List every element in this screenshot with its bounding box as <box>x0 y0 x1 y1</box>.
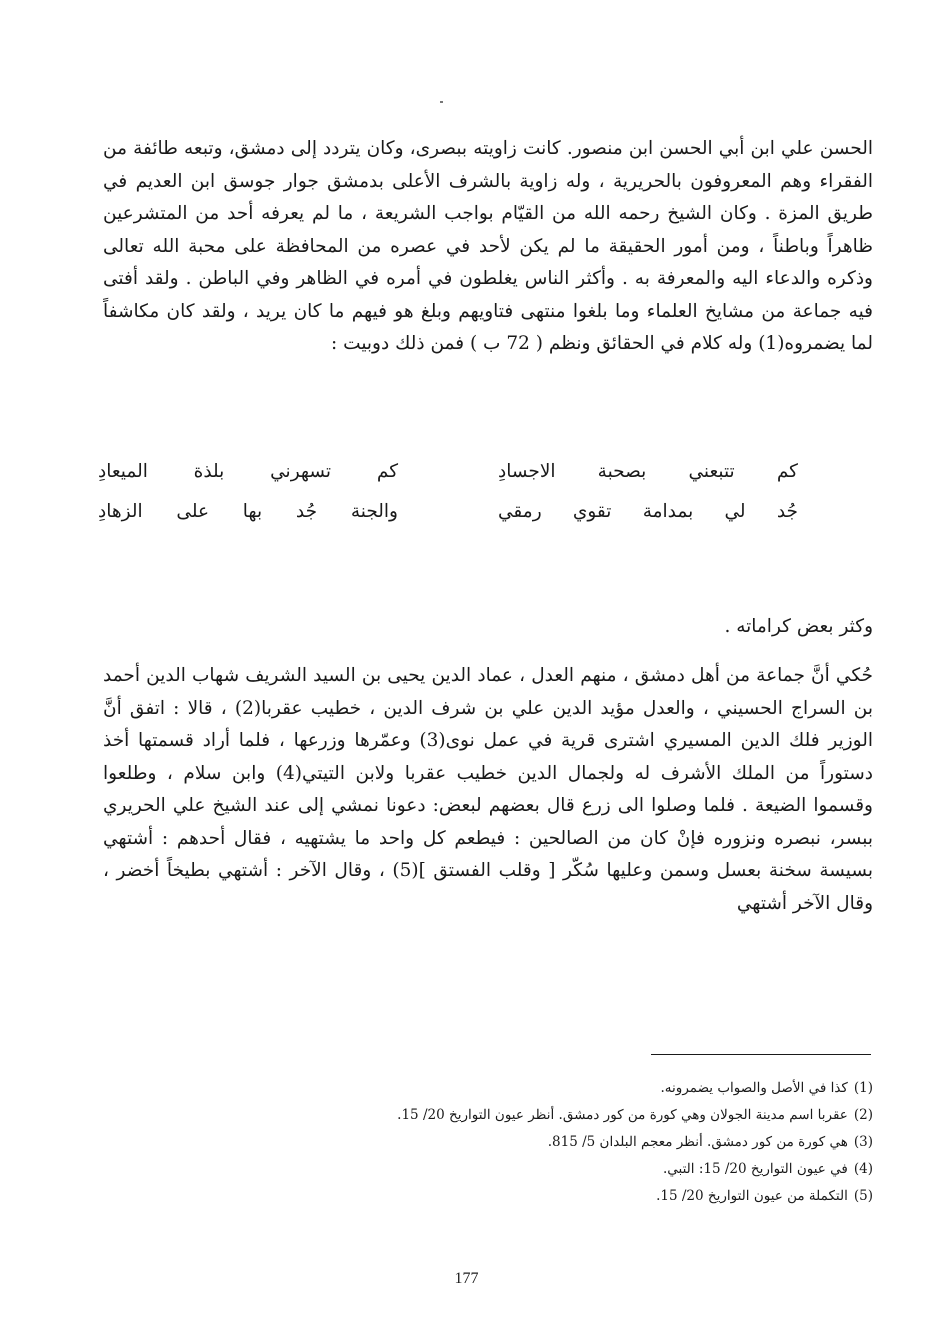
paragraph-anecdote: حُكي أنَّ جماعة من أهل دمشق ، منهم العدل ، عماد الدين يحيى بن السيد الشريف شهاب الدين أحمد بن السراج الحسيني ، والعدل مؤيد الدين علي بن شرف الدين ، خطيب عقربا(2) ، قالا : اتفق أنَّ الوزير فلك الدين المسيري اشترى قرية في عمل نوى(3) وعمّرها وزرعها ، فلما أراد قسمتها أخذ دستوراً من الملك الأشرف له ولجمال الدين خطيب عقربا ولابن التيتي(4) وابن سلام ، وطلعوا وقسموا الضيعة . فلما وصلوا الى زرع قال بعضهم لبعض: دعونا نمشي إلى عند الشيخ علي الحريري ببسر، نبصره ونزوره فإنْ كان من الصالحين : فيطعم كل واحد ما يشتهيه ، فقال أحدهم : أشتهي بسيسة سخنة بعسل وسمن وعليها سُكّر [ وقلب الفستق ](5) ، وقال الآخر : أشتهي بطيخاً أخضر ، وقال الآخر أشتهي <box>103 665 873 914</box>
paragraph-biography: الحسن علي ابن أبي الحسن ابن منصور. كانت زاويته ببصرى، وكان يتردد إلى دمشق، وتبعه طائفة من الفقراء وهم المعروفون بالحريرية ، وله زاوية بالشرف الأعلى بدمشق جوار جوسق ابن العديم في طريق المزة . وكان الشيخ رحمه الله من القيّام بواجب الشريعة ، ما لم يعرفه أحد من المتشرعين ظاهراً وباطناً ، ومن أمور الحقيقة ما لم يكن لأحد في عصره من المحافظة على محبة الله تعالى وذكره والدعاء اليه والمعرفة به . وأكثر الناس يغلطون في أمره في الظاهر وفي الباطن . ولقد أفتى فيه جماعة من مشايخ العلماء وما بلغوا منتهى فتاويهم وبلغ هو فيهم ما كان يريد ، ولقد كان مكاشفاً لما يضمروه(1) وله كلام في الحقائق ونظم ( 72 ب ) فمن ذلك دوبيت : <box>103 138 873 354</box>
footnote-number: (2) <box>853 1107 873 1123</box>
poem-dubayt <box>98 452 798 532</box>
footnote-item <box>273 1183 873 1210</box>
standalone-line: وكثر بعض كراماته . <box>724 615 873 637</box>
footnote-text: عقربا اسم مدينة الجولان وهي كورة من كور دمشق. أنظر عيون التواريخ 20/ 15. <box>397 1107 848 1123</box>
footnote-text: هي كورة من كور دمشق. أنظر معجم البلدان 5/ 815. <box>547 1134 848 1150</box>
footnote-number: (4) <box>853 1161 873 1177</box>
footnote-item <box>273 1075 873 1102</box>
poem-hemistich: كم تسهرني بلذة الميعادِ <box>98 461 398 482</box>
footnote-text: كذا في الأصل والصواب يضمرونه. <box>660 1080 848 1096</box>
scan-speck <box>440 101 443 103</box>
poem-hemistich: والجنة جُد بها على الزهادِ <box>98 501 398 522</box>
footnotes-list <box>273 1075 873 1210</box>
poem-line-1 <box>98 452 798 492</box>
footnote-item <box>273 1129 873 1156</box>
footnote-item <box>273 1156 873 1183</box>
footnote-number: (5) <box>853 1188 873 1204</box>
poem-hemistich: كم تتبعني بصحبة الاجسادِ <box>498 461 798 482</box>
poem-hemistich: جُد لي بمدامة تقوي رمقي <box>498 501 798 522</box>
poem-line-2 <box>98 492 798 532</box>
footnote-divider <box>651 1054 871 1055</box>
footnote-text: التكملة من عيون التواريخ 20/ 15. <box>656 1188 848 1204</box>
footnote-number: (1) <box>853 1080 873 1096</box>
footnote-number: (3) <box>853 1134 873 1150</box>
footnote-item <box>273 1102 873 1129</box>
page-number: 177 <box>454 1270 479 1287</box>
footnote-text: في عيون التواريخ 20/ 15: التبي. <box>662 1161 848 1177</box>
